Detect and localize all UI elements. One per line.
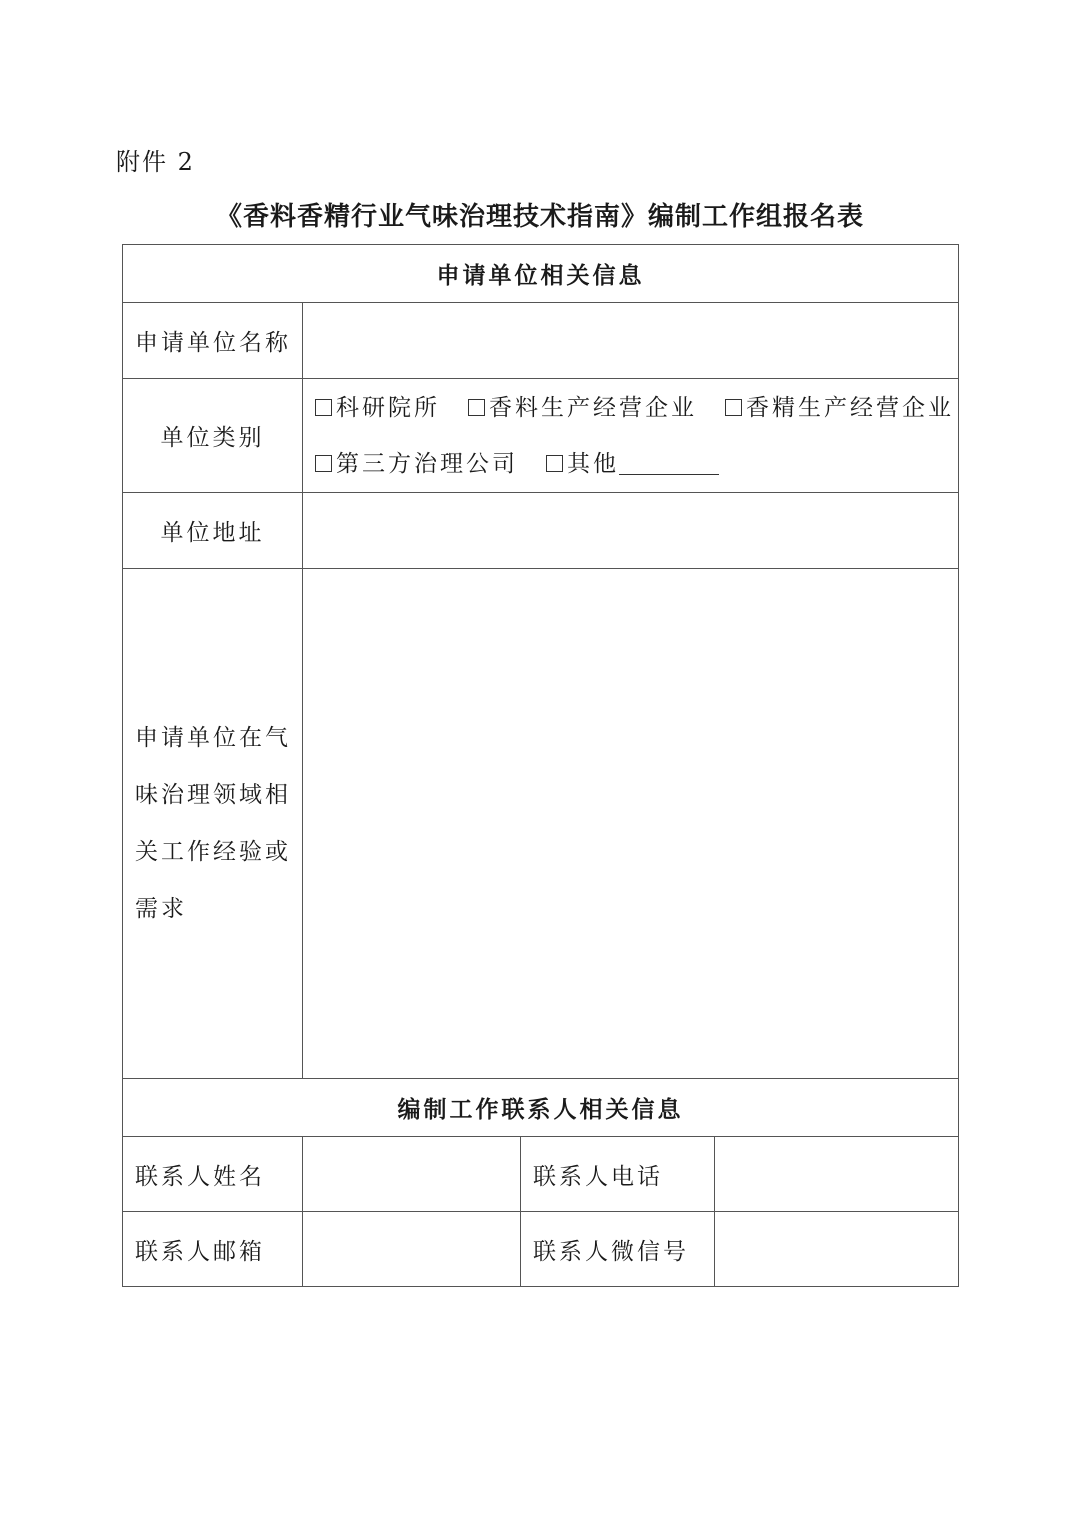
checkbox-icon[interactable]: [315, 399, 332, 416]
checkbox-icon[interactable]: [546, 455, 563, 472]
option-research-institute[interactable]: 科研院所: [315, 395, 440, 421]
address-field[interactable]: [303, 493, 959, 569]
checkbox-icon[interactable]: [468, 399, 485, 416]
contact-phone-label: 联系人电话: [521, 1137, 715, 1212]
option-third-party[interactable]: 第三方治理公司: [315, 451, 518, 477]
contact-wechat-label: 联系人微信号: [521, 1212, 715, 1287]
contact-row-2: [123, 1212, 959, 1287]
contact-section-title: 编制工作联系人相关信息: [123, 1079, 959, 1137]
applicant-section-title: 申请单位相关信息: [123, 245, 959, 303]
section-header-row: [123, 245, 959, 303]
experience-row: [123, 569, 959, 1079]
checkbox-icon[interactable]: [725, 399, 742, 416]
option-other[interactable]: 其他: [546, 451, 719, 477]
applicant-name-label: 申请单位名称: [123, 303, 303, 379]
other-blank-line[interactable]: [619, 452, 719, 475]
contact-name-label: 联系人姓名: [123, 1137, 303, 1212]
section-header-row: [123, 1079, 959, 1137]
applicant-name-field[interactable]: [303, 303, 959, 379]
contact-wechat-field[interactable]: [715, 1212, 959, 1287]
form-title: 《香料香精行业气味治理技术指南》编制工作组报名表: [215, 202, 864, 232]
contact-name-field[interactable]: [303, 1137, 521, 1212]
registration-form-table: [122, 244, 959, 1287]
contact-phone-field[interactable]: [715, 1137, 959, 1212]
applicant-name-row: [123, 303, 959, 379]
contact-email-field[interactable]: [303, 1212, 521, 1287]
address-row: [123, 493, 959, 569]
category-label: 单位类别: [123, 379, 303, 493]
experience-field[interactable]: [303, 569, 959, 1079]
contact-email-label: 联系人邮箱: [123, 1212, 303, 1287]
category-options-line-1: [303, 380, 958, 436]
contact-row-1: [123, 1137, 959, 1212]
option-fragrance-producer[interactable]: 香料生产经营企业: [468, 395, 697, 421]
address-label: 单位地址: [123, 493, 303, 569]
category-options-line-2: [303, 436, 958, 492]
category-options: [303, 379, 959, 493]
category-row: [123, 379, 959, 493]
option-flavor-producer[interactable]: 香精生产经营企业: [725, 395, 954, 421]
experience-label: 申请单位在气 味治理领域相 关工作经验或 需求: [123, 569, 303, 1079]
checkbox-icon[interactable]: [315, 455, 332, 472]
attachment-label: 附件 2: [116, 148, 195, 176]
